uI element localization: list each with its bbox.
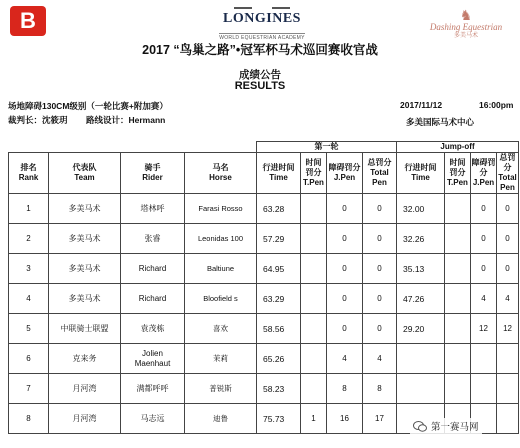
cell-r1-time: 58.56 bbox=[257, 314, 301, 344]
cell-jo-total: 4 bbox=[497, 284, 519, 314]
table-row bbox=[9, 374, 519, 404]
table-row bbox=[9, 314, 519, 344]
cell-horse: 迪鲁 bbox=[185, 404, 257, 434]
cell-r1-total: 0 bbox=[363, 194, 397, 224]
watermark bbox=[410, 418, 482, 434]
cell-horse: Baltiune bbox=[185, 254, 257, 284]
event-date: 2017/11/12 bbox=[400, 100, 443, 110]
longines-wings-icon bbox=[210, 4, 314, 12]
cell-jo-jpen: 0 bbox=[471, 194, 497, 224]
cell-jo-total: 12 bbox=[497, 314, 519, 344]
longines-logo bbox=[210, 4, 314, 40]
cell-r1-tpen bbox=[301, 194, 327, 224]
cell-team: 多美马术 bbox=[49, 284, 121, 314]
column-header-r1-jpen: 障碍罚分 J.Pen bbox=[327, 153, 363, 194]
cell-jo-jpen: 12 bbox=[471, 314, 497, 344]
cell-rider: 马志远 bbox=[121, 404, 185, 434]
cell-jo-time bbox=[397, 374, 445, 404]
cell-r1-time: 63.29 bbox=[257, 284, 301, 314]
cell-rider: 张睿 bbox=[121, 224, 185, 254]
cell-r1-time: 75.73 bbox=[257, 404, 301, 434]
cell-team: 中联骑士联盟 bbox=[49, 314, 121, 344]
cell-rider: Jolien Maenhaut bbox=[121, 344, 185, 374]
cell-r1-total: 0 bbox=[363, 314, 397, 344]
cell-jo-tpen bbox=[445, 194, 471, 224]
header-spacer bbox=[9, 142, 257, 153]
table-row bbox=[9, 344, 519, 374]
cell-jo-total bbox=[497, 344, 519, 374]
cell-horse: 茉莉 bbox=[185, 344, 257, 374]
cell-jo-jpen: 0 bbox=[471, 254, 497, 284]
cell-jo-tpen bbox=[445, 284, 471, 314]
cell-r1-jpen: 0 bbox=[327, 314, 363, 344]
column-header-jo-tpen: 时间 罚分 T.Pen bbox=[445, 153, 471, 194]
longines-subtitle: WORLD EQUESTRIAN ACADEMY bbox=[219, 35, 305, 41]
brand-logo-left bbox=[10, 6, 46, 36]
group-jumpoff: Jump-off bbox=[397, 142, 519, 153]
cell-r1-jpen: 0 bbox=[327, 224, 363, 254]
cell-team: 克来务 bbox=[49, 344, 121, 374]
cell-r1-jpen: 0 bbox=[327, 194, 363, 224]
cell-r1-tpen bbox=[301, 344, 327, 374]
cell-jo-jpen bbox=[471, 374, 497, 404]
cell-jo-tpen bbox=[445, 254, 471, 284]
cell-rank: 7 bbox=[9, 374, 49, 404]
cell-jo-time: 35.13 bbox=[397, 254, 445, 284]
cell-r1-total: 0 bbox=[363, 224, 397, 254]
cell-rank: 3 bbox=[9, 254, 49, 284]
column-header-jo-jpen: 障碍罚分 J.Pen bbox=[471, 153, 497, 194]
cell-jo-tpen bbox=[445, 224, 471, 254]
course-designer: 路线设计：Hermann bbox=[86, 115, 166, 125]
column-header-r1-time: 行进时间 Time bbox=[257, 153, 301, 194]
cell-jo-total bbox=[497, 404, 519, 434]
cell-r1-time: 65.26 bbox=[257, 344, 301, 374]
wechat-icon bbox=[413, 421, 427, 432]
cell-jo-jpen: 4 bbox=[471, 284, 497, 314]
cell-r1-time: 63.28 bbox=[257, 194, 301, 224]
horse-icon: ♞ bbox=[459, 7, 473, 23]
cell-r1-total: 4 bbox=[363, 344, 397, 374]
cell-r1-total: 8 bbox=[363, 374, 397, 404]
page-title: 2017 “鸟巢之路”•冠军杯马术巡回赛收官战 bbox=[142, 43, 378, 57]
cell-team: 多美马术 bbox=[49, 194, 121, 224]
cell-r1-jpen: 0 bbox=[327, 254, 363, 284]
table-row bbox=[9, 254, 519, 284]
longines-brand: LONGINES bbox=[223, 11, 301, 26]
cell-r1-tpen bbox=[301, 224, 327, 254]
results-subtitle-cn: 成绩公告 bbox=[239, 69, 281, 81]
venue: 多美国际马术中心 bbox=[406, 117, 475, 127]
cell-rank: 2 bbox=[9, 224, 49, 254]
column-header-jo-total: 总罚分 Total Pen bbox=[498, 153, 517, 192]
table-row bbox=[9, 284, 519, 314]
cell-horse: Bloofield s bbox=[185, 284, 257, 314]
cell-jo-tpen bbox=[445, 374, 471, 404]
cell-r1-tpen bbox=[301, 254, 327, 284]
cell-team: 月河湾 bbox=[49, 374, 121, 404]
cell-rank: 1 bbox=[9, 194, 49, 224]
cell-rank: 8 bbox=[9, 404, 49, 434]
column-header-rider: 骑手 Rider bbox=[121, 153, 185, 194]
column-header-r1-total: 总罚分 Total Pen bbox=[363, 153, 397, 194]
column-header-team: 代表队 Team bbox=[49, 153, 121, 194]
cell-rider: 满都呼呼 bbox=[121, 374, 185, 404]
cell-rider: 塔林呼 bbox=[121, 194, 185, 224]
cell-r1-time: 58.23 bbox=[257, 374, 301, 404]
cell-team: 多美马术 bbox=[49, 224, 121, 254]
table-row bbox=[9, 224, 519, 254]
cell-r1-total: 17 bbox=[363, 404, 397, 434]
cell-r1-total: 0 bbox=[363, 254, 397, 284]
cell-jo-time bbox=[397, 344, 445, 374]
brand-logo-letter: B bbox=[20, 8, 36, 33]
cell-horse: Farasi Rosso bbox=[185, 194, 257, 224]
cell-jo-total: 0 bbox=[497, 194, 519, 224]
column-header-rank: 排名 Rank bbox=[9, 153, 49, 194]
cell-rider: Richard bbox=[121, 254, 185, 284]
cell-jo-time: 32.26 bbox=[397, 224, 445, 254]
cell-jo-time: 29.20 bbox=[397, 314, 445, 344]
dashing-name-cn: 多美马术 bbox=[453, 33, 478, 39]
cell-r1-jpen: 16 bbox=[327, 404, 363, 434]
cell-r1-tpen bbox=[301, 374, 327, 404]
cell-jo-jpen bbox=[471, 344, 497, 374]
column-header-jo-time: 行进时间 Time bbox=[397, 153, 445, 194]
column-header-r1-tpen: 时间 罚分 T.Pen bbox=[301, 153, 327, 194]
cell-jo-total bbox=[497, 374, 519, 404]
cell-horse: 普锐斯 bbox=[185, 374, 257, 404]
column-header-horse: 马名 Horse bbox=[185, 153, 257, 194]
event-time: 16:00pm bbox=[479, 100, 514, 110]
cell-rider: Richard bbox=[121, 284, 185, 314]
cell-rank: 5 bbox=[9, 314, 49, 344]
cell-jo-time: 32.00 bbox=[397, 194, 445, 224]
cell-jo-jpen: 0 bbox=[471, 224, 497, 254]
cell-jo-total: 0 bbox=[497, 254, 519, 284]
class-name: 场地障碍130CM级别（一轮比赛+附加赛） bbox=[8, 101, 168, 111]
results-table bbox=[8, 141, 519, 434]
dashing-logo bbox=[418, 8, 514, 44]
group-round1: 第一轮 bbox=[257, 142, 397, 153]
cell-jo-tpen bbox=[445, 344, 471, 374]
cell-rank: 6 bbox=[9, 344, 49, 374]
results-subtitle-en: RESULTS bbox=[234, 80, 286, 92]
cell-r1-total: 0 bbox=[363, 284, 397, 314]
cell-r1-jpen: 0 bbox=[327, 284, 363, 314]
cell-jo-tpen bbox=[445, 314, 471, 344]
cell-horse: Leonidas 100 bbox=[185, 224, 257, 254]
cell-horse: 喜欢 bbox=[185, 314, 257, 344]
cell-jo-time: 47.26 bbox=[397, 284, 445, 314]
table-row bbox=[9, 194, 519, 224]
watermark-text: 第一赛马网 bbox=[431, 422, 479, 433]
cell-team: 多美马术 bbox=[49, 254, 121, 284]
cell-r1-jpen: 4 bbox=[327, 344, 363, 374]
cell-rank: 4 bbox=[9, 284, 49, 314]
head-judge: 裁判长：沈筱玥 bbox=[8, 115, 68, 125]
cell-team: 月河湾 bbox=[49, 404, 121, 434]
cell-rider: 袁茂栋 bbox=[121, 314, 185, 344]
cell-r1-tpen: 1 bbox=[301, 404, 327, 434]
cell-jo-total: 0 bbox=[497, 224, 519, 254]
cell-r1-tpen bbox=[301, 314, 327, 344]
cell-r1-jpen: 8 bbox=[327, 374, 363, 404]
cell-r1-time: 57.29 bbox=[257, 224, 301, 254]
dashing-name-en: Dashing Equestrian bbox=[429, 22, 503, 32]
cell-r1-tpen bbox=[301, 284, 327, 314]
cell-r1-time: 64.95 bbox=[257, 254, 301, 284]
